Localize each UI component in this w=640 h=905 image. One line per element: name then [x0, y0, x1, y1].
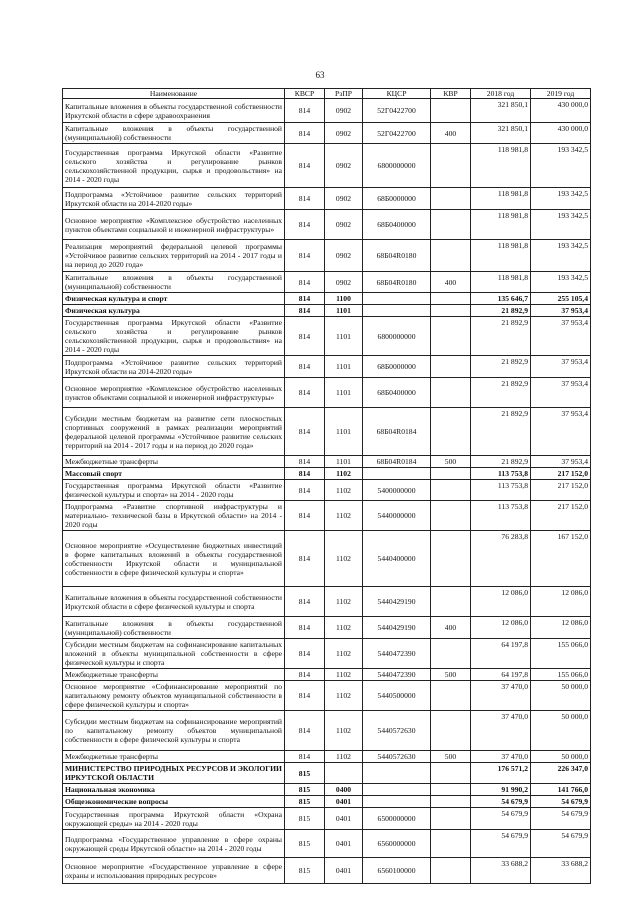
- row-name: Подпрограмма «Устойчивое развитие сельских территорий Иркутской области на 2014-2020 годы»: [63, 188, 285, 210]
- row-kvsr: 815: [285, 830, 325, 858]
- row-kcsr: 5440429190: [363, 587, 431, 617]
- row-2018: 76 283,8: [471, 531, 531, 587]
- row-kcsr: [363, 784, 431, 796]
- row-kcsr: 6800000000: [363, 144, 431, 188]
- row-kvsr: 814: [285, 681, 325, 711]
- row-kcsr: 5440572630: [363, 711, 431, 751]
- row-kcsr: 5400000000: [363, 480, 431, 501]
- row-name: Капитальные вложения в объекты государственной собственности Иркутской области в сфере здравоохранения: [63, 99, 285, 123]
- header-kvr: КВР: [431, 89, 471, 99]
- row-kvsr: 814: [285, 639, 325, 669]
- row-kcsr: 5440429190: [363, 617, 431, 639]
- row-2019: 37 953,4: [531, 317, 591, 356]
- row-kvr: [431, 188, 471, 210]
- row-name: Государственная программа Иркутской области «Развитие сельского хозяйства и регулирование рынков сельскохозяйственной продукции, сырья и продовольствия» на 2014 - 2020 годы: [63, 317, 285, 356]
- table-row: [63, 751, 591, 763]
- row-2019: 167 152,0: [531, 531, 591, 587]
- row-2018: 37 470,0: [471, 751, 531, 763]
- row-name: Государственная программа Иркутской области «Развитие сельского хозяйства и регулирование рынков сельскохозяйственной продукции, сырья и продовольствия» на 2014 - 2020 годы: [63, 144, 285, 188]
- row-name: Государственная программа Иркутской области «Развитие физической культуры и спорта» на 2014 - 2020 годы: [63, 480, 285, 501]
- row-2018: 135 646,7: [471, 293, 531, 305]
- row-kcsr: 68Б0000000: [363, 356, 431, 378]
- row-2019: 37 953,4: [531, 356, 591, 378]
- row-kvr: [431, 480, 471, 501]
- table-row: [63, 240, 591, 272]
- budget-table: [62, 88, 591, 884]
- row-2019: 193 342,5: [531, 272, 591, 293]
- row-rzpr: 1102: [325, 468, 363, 480]
- row-2019: 217 152,0: [531, 480, 591, 501]
- row-rzpr: 1102: [325, 587, 363, 617]
- row-kvr: 500: [431, 669, 471, 681]
- row-2019: 37 953,4: [531, 378, 591, 408]
- row-2019: 54 679,9: [531, 808, 591, 830]
- row-2019: 141 766,0: [531, 784, 591, 796]
- row-2019: 155 066,0: [531, 669, 591, 681]
- row-kvsr: 814: [285, 293, 325, 305]
- row-2019: 50 000,0: [531, 751, 591, 763]
- row-kcsr: 5440472390: [363, 669, 431, 681]
- row-kcsr: 5440000000: [363, 501, 431, 531]
- row-rzpr: 1101: [325, 305, 363, 317]
- row-2018: 54 679,9: [471, 830, 531, 858]
- row-rzpr: 0902: [325, 240, 363, 272]
- row-2019: 50 000,0: [531, 711, 591, 751]
- header-name: Наименование: [63, 89, 285, 99]
- row-2018: 21 892,9: [471, 305, 531, 317]
- row-2019: 37 953,4: [531, 305, 591, 317]
- row-name: Основное мероприятие «Государственное управление в сфере охраны и использования природных ресурсов»: [63, 858, 285, 884]
- row-kvr: [431, 784, 471, 796]
- row-rzpr: 0401: [325, 858, 363, 884]
- row-2018: 321 850,1: [471, 99, 531, 123]
- row-name: Межбюджетные трансферты: [63, 456, 285, 468]
- row-kvsr: 814: [285, 188, 325, 210]
- row-kcsr: 5440572630: [363, 751, 431, 763]
- table-row: [63, 858, 591, 884]
- row-kvr: [431, 587, 471, 617]
- row-kcsr: 68Б04R0180: [363, 240, 431, 272]
- row-kvr: [431, 531, 471, 587]
- row-2018: 12 086,0: [471, 587, 531, 617]
- row-kvr: [431, 293, 471, 305]
- row-name: Капитальные вложения в объекты государственной (муниципальной) собственности: [63, 617, 285, 639]
- row-kvr: [431, 240, 471, 272]
- row-kcsr: 6500000000: [363, 808, 431, 830]
- row-kvsr: 815: [285, 763, 325, 784]
- row-kvr: [431, 317, 471, 356]
- row-rzpr: 1101: [325, 356, 363, 378]
- row-kvsr: 815: [285, 808, 325, 830]
- row-name: Капитальные вложения в объекты государственной собственности Иркутской области в сфере физической культуры и спорта: [63, 587, 285, 617]
- row-kvsr: 814: [285, 456, 325, 468]
- row-kvsr: 814: [285, 531, 325, 587]
- row-rzpr: 1102: [325, 681, 363, 711]
- row-kvr: 500: [431, 456, 471, 468]
- row-rzpr: 1101: [325, 456, 363, 468]
- header-2019: 2019 год: [531, 89, 591, 99]
- row-2018: 118 981,8: [471, 272, 531, 293]
- row-rzpr: 0902: [325, 188, 363, 210]
- row-kcsr: 6560100000: [363, 858, 431, 884]
- row-kcsr: 5440472390: [363, 639, 431, 669]
- table-row: [63, 531, 591, 587]
- row-2018: 64 197,8: [471, 639, 531, 669]
- row-2018: 33 688,2: [471, 858, 531, 884]
- row-rzpr: [325, 763, 363, 784]
- row-2018: 12 086,0: [471, 617, 531, 639]
- row-kvsr: 814: [285, 617, 325, 639]
- table-row: [63, 808, 591, 830]
- row-2019: 54 679,9: [531, 830, 591, 858]
- row-2018: 91 990,2: [471, 784, 531, 796]
- row-kcsr: 5440400000: [363, 531, 431, 587]
- row-kvsr: 814: [285, 123, 325, 144]
- row-name: Субсидии местным бюджетам на софинансирование мероприятий по капитальному ремонту объектов муниципальной собственности в сфере физической культуры и спорта: [63, 711, 285, 751]
- row-kvr: [431, 796, 471, 808]
- row-2019: 193 342,5: [531, 188, 591, 210]
- table-row: [63, 711, 591, 751]
- table-row: [63, 456, 591, 468]
- row-rzpr: 1101: [325, 378, 363, 408]
- row-kvsr: 815: [285, 858, 325, 884]
- row-name: Массовый спорт: [63, 468, 285, 480]
- row-kvr: [431, 830, 471, 858]
- row-rzpr: 0401: [325, 796, 363, 808]
- row-2018: 113 753,8: [471, 501, 531, 531]
- row-kvsr: 815: [285, 784, 325, 796]
- row-rzpr: 0902: [325, 272, 363, 293]
- row-name: Основное мероприятие «Софинансирование мероприятий по капитальному ремонту объектов муниципальной собственности в сфере физической культуры и спорта»: [63, 681, 285, 711]
- row-name: Подпрограмма «Развитие спортивной инфраструктуры и материально- технической базы в Иркутской области» на 2014 - 2020 годы: [63, 501, 285, 531]
- row-rzpr: 1102: [325, 480, 363, 501]
- row-2019: 193 342,5: [531, 210, 591, 240]
- row-kcsr: 68Б0000000: [363, 188, 431, 210]
- row-name: Физическая культура: [63, 305, 285, 317]
- row-rzpr: 1102: [325, 711, 363, 751]
- row-kcsr: 52Г0422700: [363, 123, 431, 144]
- row-name: Подпрограмма «Государственное управление в сфере охраны окружающей среды Иркутской области» на 2014 - 2020 годы: [63, 830, 285, 858]
- row-rzpr: 0401: [325, 830, 363, 858]
- row-kvr: [431, 356, 471, 378]
- row-rzpr: 0401: [325, 808, 363, 830]
- table-row: [63, 501, 591, 531]
- row-kvsr: 814: [285, 751, 325, 763]
- row-kvr: [431, 639, 471, 669]
- row-kvsr: 815: [285, 796, 325, 808]
- row-kvr: [431, 501, 471, 531]
- row-kcsr: [363, 305, 431, 317]
- row-rzpr: 1101: [325, 317, 363, 356]
- row-kvsr: 814: [285, 356, 325, 378]
- row-name: Основное мероприятие «Комплексное обустройство населенных пунктов объектами социальной и инженерной инфраструктуры»: [63, 210, 285, 240]
- row-kcsr: 6800000000: [363, 317, 431, 356]
- row-name: Подпрограмма «Устойчивое развитие сельских территорий Иркутской области на 2014-2020 годы»: [63, 356, 285, 378]
- row-rzpr: 1102: [325, 501, 363, 531]
- table-row: [63, 317, 591, 356]
- row-kvr: [431, 378, 471, 408]
- row-kcsr: 6560000000: [363, 830, 431, 858]
- row-kvr: 400: [431, 123, 471, 144]
- row-rzpr: 1101: [325, 408, 363, 456]
- row-kcsr: 68Б04R0184: [363, 456, 431, 468]
- row-name: Общеэкономические вопросы: [63, 796, 285, 808]
- row-kvr: [431, 858, 471, 884]
- row-kvr: [431, 305, 471, 317]
- row-kcsr: 68Б0400000: [363, 378, 431, 408]
- row-rzpr: 0400: [325, 784, 363, 796]
- table-row: [63, 763, 591, 784]
- row-kvsr: 814: [285, 669, 325, 681]
- row-kvr: [431, 808, 471, 830]
- row-2019: 217 152,0: [531, 468, 591, 480]
- row-name: Капитальные вложения в объекты государственной (муниципальной) собственности: [63, 123, 285, 144]
- row-2019: 217 152,0: [531, 501, 591, 531]
- row-kcsr: [363, 293, 431, 305]
- row-2018: 176 571,2: [471, 763, 531, 784]
- table-row: [63, 830, 591, 858]
- row-2018: 64 197,8: [471, 669, 531, 681]
- row-2018: 21 892,9: [471, 378, 531, 408]
- row-kvsr: 814: [285, 240, 325, 272]
- table-row: [63, 796, 591, 808]
- row-name: Межбюджетные трансферты: [63, 751, 285, 763]
- row-kvsr: 814: [285, 408, 325, 456]
- row-kvr: 500: [431, 751, 471, 763]
- table-header-row: [63, 89, 591, 99]
- row-2018: 321 850,1: [471, 123, 531, 144]
- row-2018: 21 892,9: [471, 456, 531, 468]
- row-kvr: [431, 681, 471, 711]
- row-name: Основное мероприятие «Комплексное обустройство населенных пунктов объектами социальной и инженерной инфраструктуры»: [63, 378, 285, 408]
- row-2018: 54 679,9: [471, 796, 531, 808]
- row-2019: 226 347,0: [531, 763, 591, 784]
- row-kcsr: 68Б04R0180: [363, 272, 431, 293]
- row-name: Субсидии местным бюджетам на софинансирование капитальных вложений в объекты муниципальной собственности в сфере физической культуры и спорта: [63, 639, 285, 669]
- row-kvsr: 814: [285, 480, 325, 501]
- row-2019: 12 086,0: [531, 617, 591, 639]
- row-rzpr: 0902: [325, 123, 363, 144]
- row-2018: 118 981,8: [471, 240, 531, 272]
- row-kvr: 400: [431, 272, 471, 293]
- row-kvsr: 814: [285, 378, 325, 408]
- row-2018: 54 679,9: [471, 808, 531, 830]
- row-2018: 37 470,0: [471, 681, 531, 711]
- table-row: [63, 408, 591, 456]
- row-kvr: [431, 468, 471, 480]
- row-kvsr: 814: [285, 587, 325, 617]
- table-row: [63, 123, 591, 144]
- row-rzpr: 1102: [325, 639, 363, 669]
- row-rzpr: 1102: [325, 751, 363, 763]
- table-row: [63, 305, 591, 317]
- row-kvr: [431, 408, 471, 456]
- row-name: Капитальные вложения в объекты государственной (муниципальной) собственности: [63, 272, 285, 293]
- row-name: Реализация мероприятий федеральной целевой программы «Устойчивое развитие сельских территорий на 2014 - 2017 годы и на период до 2020 года»: [63, 240, 285, 272]
- row-kvr: [431, 711, 471, 751]
- row-name: Субсидии местным бюджетам на развитие сети плоскостных спортивных сооружений в рамках реализации мероприятий федеральной целевой программы «Устойчивое развитие сельских территорий на 2014 - 2017 годы и на период до 2020 года»: [63, 408, 285, 456]
- row-rzpr: 1102: [325, 617, 363, 639]
- row-kvsr: 814: [285, 468, 325, 480]
- row-rzpr: 0902: [325, 99, 363, 123]
- table-row: [63, 272, 591, 293]
- table-row: [63, 144, 591, 188]
- row-name: Основное мероприятие «Осуществление бюджетных инвестиций в форме капитальных вложений в объекты государственной собственности Иркутской области и муниципальной собственности в сфере физической культуры и спорта»: [63, 531, 285, 587]
- row-name: Национальная экономика: [63, 784, 285, 796]
- row-kvr: [431, 210, 471, 240]
- table-row: [63, 99, 591, 123]
- row-rzpr: 0902: [325, 210, 363, 240]
- row-kcsr: [363, 796, 431, 808]
- row-kvsr: 814: [285, 210, 325, 240]
- row-rzpr: 0902: [325, 144, 363, 188]
- row-kvr: [431, 763, 471, 784]
- row-2018: 113 753,8: [471, 480, 531, 501]
- row-2018: 21 892,9: [471, 317, 531, 356]
- row-2019: 12 086,0: [531, 587, 591, 617]
- row-2019: 193 342,5: [531, 240, 591, 272]
- row-2019: 430 000,0: [531, 123, 591, 144]
- row-kvr: 400: [431, 617, 471, 639]
- row-2019: 33 688,2: [531, 858, 591, 884]
- table-row: [63, 587, 591, 617]
- header-kvsr: КВСР: [285, 89, 325, 99]
- row-2019: 193 342,5: [531, 144, 591, 188]
- row-2019: 37 953,4: [531, 456, 591, 468]
- row-2019: 50 000,0: [531, 681, 591, 711]
- row-2019: 430 000,0: [531, 99, 591, 123]
- row-kvsr: 814: [285, 317, 325, 356]
- table-row: [63, 480, 591, 501]
- row-kcsr: 52Г0422700: [363, 99, 431, 123]
- row-kcsr: 68Б04R0184: [363, 408, 431, 456]
- row-kvsr: 814: [285, 272, 325, 293]
- row-kcsr: [363, 468, 431, 480]
- table-row: [63, 681, 591, 711]
- row-kvsr: 814: [285, 144, 325, 188]
- row-rzpr: 1102: [325, 669, 363, 681]
- table-row: [63, 188, 591, 210]
- row-2019: 37 953,4: [531, 408, 591, 456]
- row-kvr: [431, 99, 471, 123]
- table-row: [63, 356, 591, 378]
- row-2018: 21 892,9: [471, 356, 531, 378]
- header-kcsr: КЦСР: [363, 89, 431, 99]
- table-row: [63, 669, 591, 681]
- header-2018: 2018 год: [471, 89, 531, 99]
- table-row: [63, 293, 591, 305]
- row-2018: 118 981,8: [471, 210, 531, 240]
- row-kcsr: 68Б0400000: [363, 210, 431, 240]
- page-number: 63: [315, 70, 325, 80]
- row-rzpr: 1102: [325, 531, 363, 587]
- row-kcsr: 5440500000: [363, 681, 431, 711]
- row-kvsr: 814: [285, 501, 325, 531]
- row-2019: 155 066,0: [531, 639, 591, 669]
- row-2018: 37 470,0: [471, 711, 531, 751]
- table-row: [63, 639, 591, 669]
- row-name: Государственная программа Иркутской области «Охрана окружающей среды» на 2014 - 2020 годы: [63, 808, 285, 830]
- table-row: [63, 468, 591, 480]
- row-kvsr: 814: [285, 99, 325, 123]
- row-rzpr: 1100: [325, 293, 363, 305]
- row-kcsr: [363, 763, 431, 784]
- table-row: [63, 617, 591, 639]
- table-row: [63, 784, 591, 796]
- row-kvsr: 814: [285, 711, 325, 751]
- row-2018: 118 981,8: [471, 144, 531, 188]
- row-2019: 255 105,4: [531, 293, 591, 305]
- row-kvsr: 814: [285, 305, 325, 317]
- row-2018: 113 753,8: [471, 468, 531, 480]
- row-2019: 54 679,9: [531, 796, 591, 808]
- row-name: МИНИСТЕРСТВО ПРИРОДНЫХ РЕСУРСОВ И ЭКОЛОГИИ ИРКУТСКОЙ ОБЛАСТИ: [63, 763, 285, 784]
- header-rzpr: РзПР: [325, 89, 363, 99]
- row-kvr: [431, 144, 471, 188]
- table-row: [63, 378, 591, 408]
- row-2018: 21 892,9: [471, 408, 531, 456]
- row-name: Физическая культура и спорт: [63, 293, 285, 305]
- row-name: Межбюджетные трансферты: [63, 669, 285, 681]
- row-2018: 118 981,8: [471, 188, 531, 210]
- table-row: [63, 210, 591, 240]
